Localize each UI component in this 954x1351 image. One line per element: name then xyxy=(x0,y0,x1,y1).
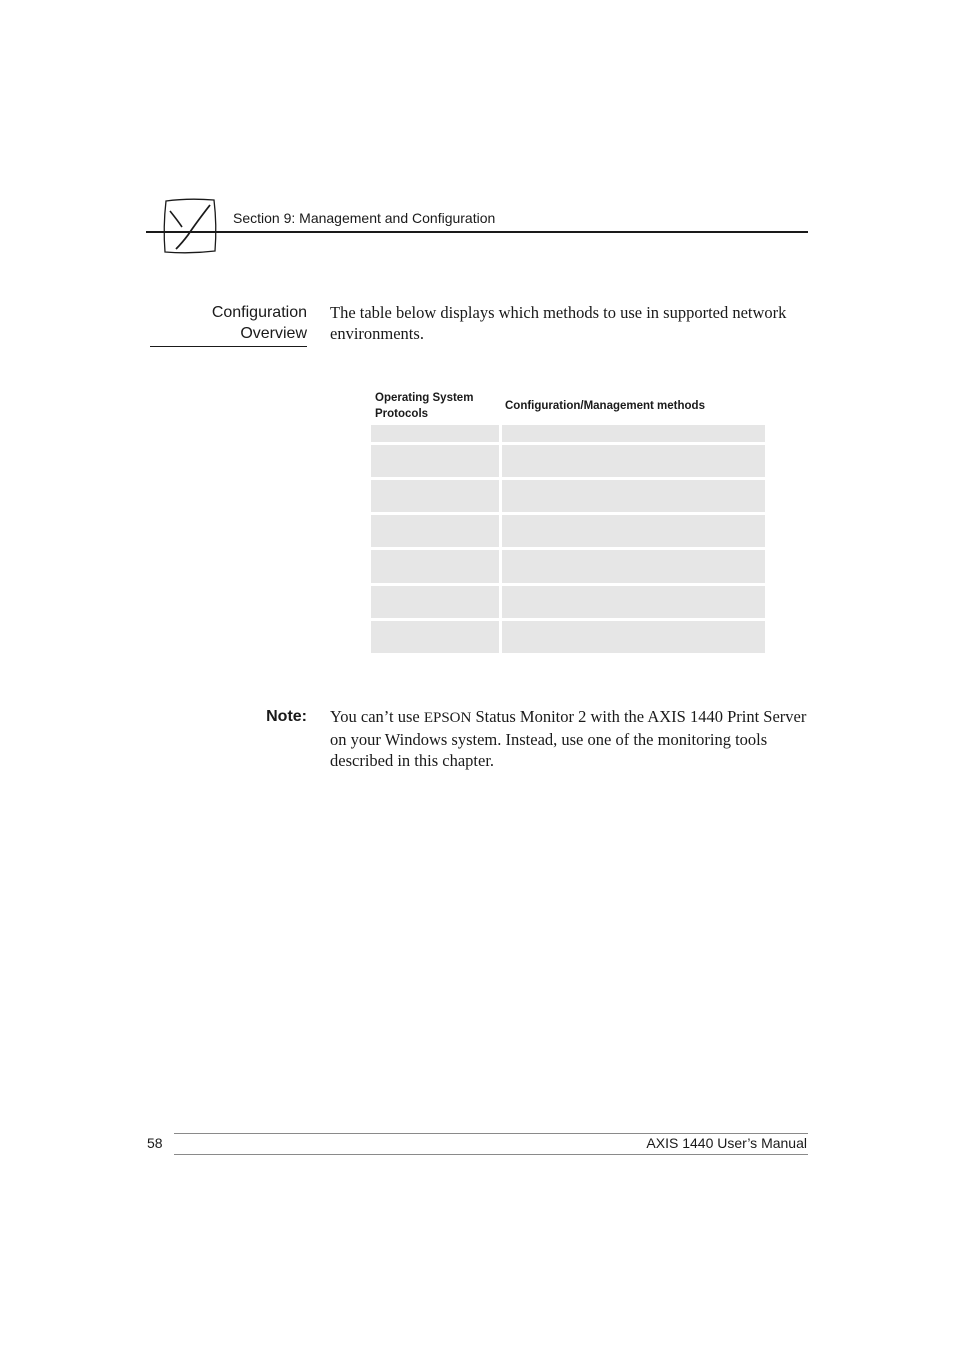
header-operating-system xyxy=(375,390,499,422)
table-row xyxy=(371,425,765,442)
intro-paragraph: The table below displays which methods to use in supported network environments. xyxy=(330,303,787,343)
table-cell-os xyxy=(371,550,499,583)
header-os-line-2: Protocols xyxy=(375,408,429,420)
page-number: 58 xyxy=(147,1135,163,1151)
side-heading xyxy=(150,302,307,344)
table-row xyxy=(371,445,765,477)
table-cell-methods xyxy=(502,550,765,583)
table-row xyxy=(371,480,765,512)
table-cell-methods xyxy=(502,586,765,618)
note-text-after: Status Monitor 2 with the AXIS 1440 Print Server on your Windows system. Instead, use one of the monitoring tools described in this chapter. xyxy=(330,707,807,770)
table-row xyxy=(371,550,765,583)
table-row xyxy=(371,621,765,653)
footer-rule-top xyxy=(174,1133,808,1134)
manual-title: AXIS 1440 User’s Manual xyxy=(646,1135,807,1151)
table-cell-os xyxy=(371,445,499,477)
table-cell-os xyxy=(371,586,499,618)
table-cell-os xyxy=(371,480,499,512)
table-cell-methods xyxy=(502,425,765,442)
table-cell-methods xyxy=(502,445,765,477)
footer-rule-bottom xyxy=(174,1154,808,1155)
note-brand: EPSON xyxy=(423,710,472,726)
table-cell-os xyxy=(371,621,499,653)
section-title: Section 9: Management and Configuration xyxy=(233,210,496,226)
table-cell-os xyxy=(371,515,499,547)
note-text-before: You can’t use xyxy=(330,707,424,726)
table-row xyxy=(371,586,765,618)
side-heading-rule xyxy=(150,346,307,347)
side-heading-line-2: Overview xyxy=(240,325,307,342)
header-methods: Configuration/Management methods xyxy=(505,400,705,412)
table-cell-methods xyxy=(502,621,765,653)
table-row xyxy=(371,515,765,547)
side-heading-line-1: Configuration xyxy=(211,304,307,321)
table-cell-os xyxy=(371,425,499,442)
note-text xyxy=(330,706,810,771)
header-os-line-1: Operating System xyxy=(375,392,474,404)
table-cell-methods xyxy=(502,515,765,547)
axis-logo-icon xyxy=(162,197,218,255)
table-cell-methods xyxy=(502,480,765,512)
header-rule xyxy=(146,231,808,233)
note-label: Note: xyxy=(266,708,307,725)
